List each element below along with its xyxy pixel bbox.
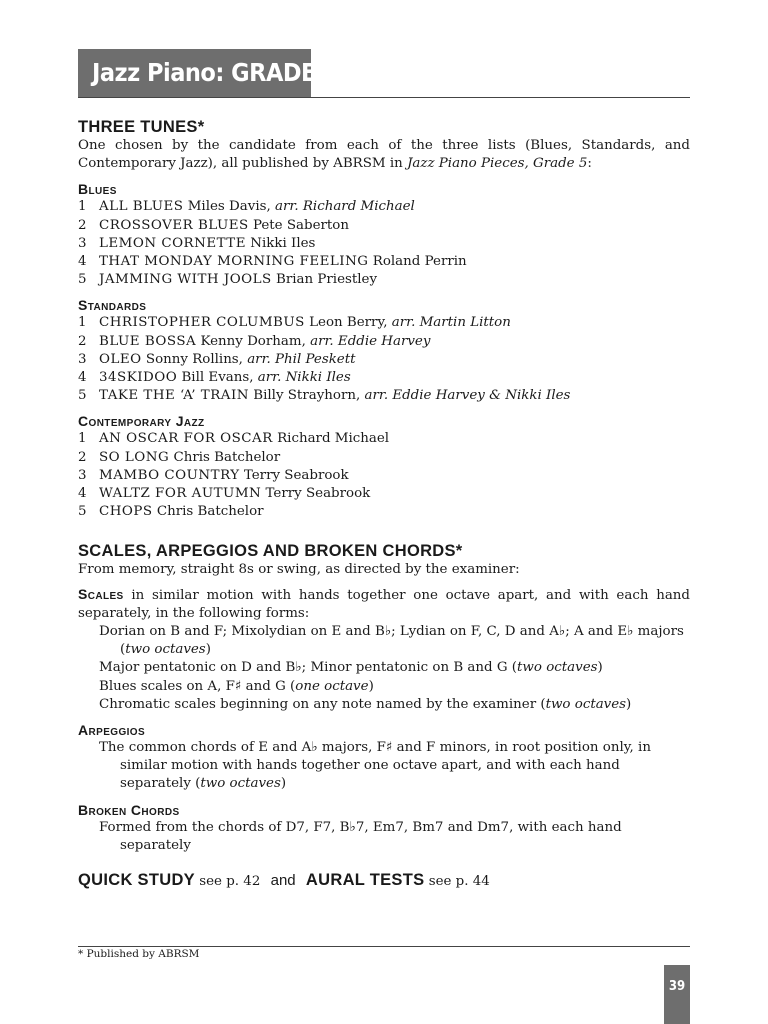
broken-chords-label: Broken Chords [78, 801, 180, 818]
arpeggios-text: The common chords of E and A♭ majors, F♯ and F minors, in root position only, in similar motion with hands together one octave apart, and with each hand separately (two octaves) [99, 740, 651, 792]
tune-composer: Kenny Dorham, [200, 333, 311, 349]
list-item [78, 449, 690, 467]
scales-heading: SCALES, ARPEGGIOS AND BROKEN CHORDS* [78, 542, 463, 561]
tune-arranger: arr. Martin Litton [391, 315, 511, 331]
item-number: 5 [78, 272, 87, 288]
item-number: 4 [78, 254, 87, 270]
list-item [78, 387, 690, 405]
scales-paragraph [78, 585, 690, 623]
list-item [78, 217, 690, 235]
page-number: 39 [664, 965, 690, 1024]
tune-composer: Roland Perrin [372, 254, 467, 270]
tune-title: CROSSOVER BLUES [99, 217, 249, 233]
tune-title: SO LONG [99, 449, 170, 465]
item-number: 4 [78, 486, 87, 502]
tune-title: CHRISTOPHER COLUMBUS [99, 315, 305, 331]
tune-arranger: arr. Nikki Iles [257, 370, 351, 386]
page-header-title: Jazz Piano: GRADE 5 [78, 49, 311, 97]
quick-study-label: QUICK STUDY [78, 871, 195, 890]
tune-list [78, 198, 690, 289]
tune-arranger: arr. Eddie Harvey [310, 333, 431, 349]
tune-composer: Leon Berry, [309, 315, 392, 331]
list-item [78, 467, 690, 485]
item-number: 5 [78, 504, 87, 520]
tune-title: TAKE THE ‘A’ TRAIN [99, 388, 249, 404]
list-item [78, 235, 690, 253]
quick-study-see: see p. 42 [199, 874, 261, 890]
intro-colon: : [587, 156, 592, 172]
tune-composer: Pete Saberton [252, 217, 349, 233]
aural-tests-see: see p. 44 [428, 874, 490, 890]
intro-text: One chosen by the candidate from each of the three lists (Blues, Standards, and Contemporary Jazz), all published by ABRSM in [78, 138, 690, 172]
tune-title: BLUE BOSSA [99, 333, 197, 349]
tune-title: AN OSCAR FOR OSCAR [99, 431, 273, 447]
quick-study-line [78, 871, 690, 891]
tune-title: MAMBO COUNTRY [99, 467, 240, 483]
tune-list [78, 430, 690, 521]
tune-title: ALL BLUES [99, 199, 184, 215]
list-item [78, 198, 690, 216]
tune-arranger: arr. Phil Peskett [247, 351, 356, 367]
scales-intro: From memory, straight 8s or swing, as directed by the examiner: [78, 562, 520, 578]
list-item [78, 314, 690, 332]
three-tunes-intro [78, 137, 690, 173]
scales-text: in similar motion with hands together one octave apart, and with each hand separately, in the following forms: [78, 587, 690, 621]
tune-composer: Nikki Iles [250, 235, 316, 251]
tune-composer: Terry Seabrook [243, 467, 349, 483]
tune-composer: Terry Seabrook [265, 486, 371, 502]
tune-composer: Chris Batchelor [156, 504, 264, 520]
tune-composer: Billy Strayhorn, [253, 388, 365, 404]
scales-line-4: Chromatic scales beginning on any note named by the examiner (two octaves) [99, 696, 632, 712]
tune-composer: Chris Batchelor [173, 449, 281, 465]
list-item [78, 485, 690, 503]
tune-composer: Bill Evans, [181, 370, 258, 386]
tune-title: 34SKIDOO [99, 370, 178, 386]
tune-title: THAT MONDAY MORNING FEELING [99, 254, 369, 270]
item-number: 3 [78, 235, 87, 251]
scales-line-1: Dorian on B and F; Mixolydian on E and B♭; Lydian on F, C, D and A♭; A and E♭ majors (two octaves) [99, 624, 684, 658]
scales-line-2: Major pentatonic on D and B♭; Minor pentatonic on B and G (two octaves) [99, 660, 603, 676]
scales-label: Scales [78, 585, 124, 602]
list-item [78, 253, 690, 271]
item-number: 1 [78, 199, 87, 215]
tune-arranger: arr. Eddie Harvey & Nikki Iles [364, 388, 571, 404]
list-heading: Blues [78, 181, 117, 198]
list-item [78, 271, 690, 289]
item-number: 2 [78, 449, 87, 465]
tune-title: WALTZ FOR AUTUMN [99, 486, 262, 502]
header-rule [78, 97, 690, 98]
and-word: and [270, 872, 296, 890]
list-heading: Contemporary Jazz [78, 413, 205, 430]
list-item [78, 351, 690, 369]
list-item [78, 369, 690, 387]
tune-title: OLEO [99, 351, 142, 367]
item-number: 3 [78, 467, 87, 483]
tune-title: CHOPS [99, 504, 153, 520]
aural-tests-label: AURAL TESTS [305, 871, 425, 890]
tune-composer: Richard Michael [277, 431, 390, 447]
footnote: * Published by ABRSM [78, 948, 200, 960]
main-content [78, 117, 690, 891]
broken-chords-text: Formed from the chords of D7, F7, B♭7, Em7, Bm7 and Dm7, with each hand separately [99, 819, 622, 853]
list-item [78, 430, 690, 448]
tune-title: LEMON CORNETTE [99, 235, 247, 251]
tune-composer: Miles Davis, [187, 199, 275, 215]
list-item [78, 333, 690, 351]
tune-composer: Sonny Rollins, [145, 351, 248, 367]
scales-line-3: Blues scales on A, F♯ and G (one octave) [99, 678, 374, 694]
item-number: 2 [78, 217, 87, 233]
three-tunes-heading: THREE TUNES* [78, 118, 205, 136]
item-number: 3 [78, 351, 87, 367]
tune-lists [78, 180, 690, 521]
tune-title: JAMMING WITH JOOLS [99, 272, 272, 288]
tune-arranger: arr. Richard Michael [275, 199, 415, 215]
list-heading: Standards [78, 297, 147, 314]
tune-composer: Brian Priestley [276, 272, 378, 288]
tune-list [78, 314, 690, 405]
item-number: 5 [78, 388, 87, 404]
item-number: 1 [78, 315, 87, 331]
footnote-rule [78, 946, 690, 947]
item-number: 2 [78, 333, 87, 349]
arpeggios-label: Arpeggios [78, 722, 146, 739]
item-number: 4 [78, 370, 87, 386]
intro-book-title: Jazz Piano Pieces, Grade 5 [407, 156, 588, 172]
list-item [78, 503, 690, 521]
item-number: 1 [78, 431, 87, 447]
